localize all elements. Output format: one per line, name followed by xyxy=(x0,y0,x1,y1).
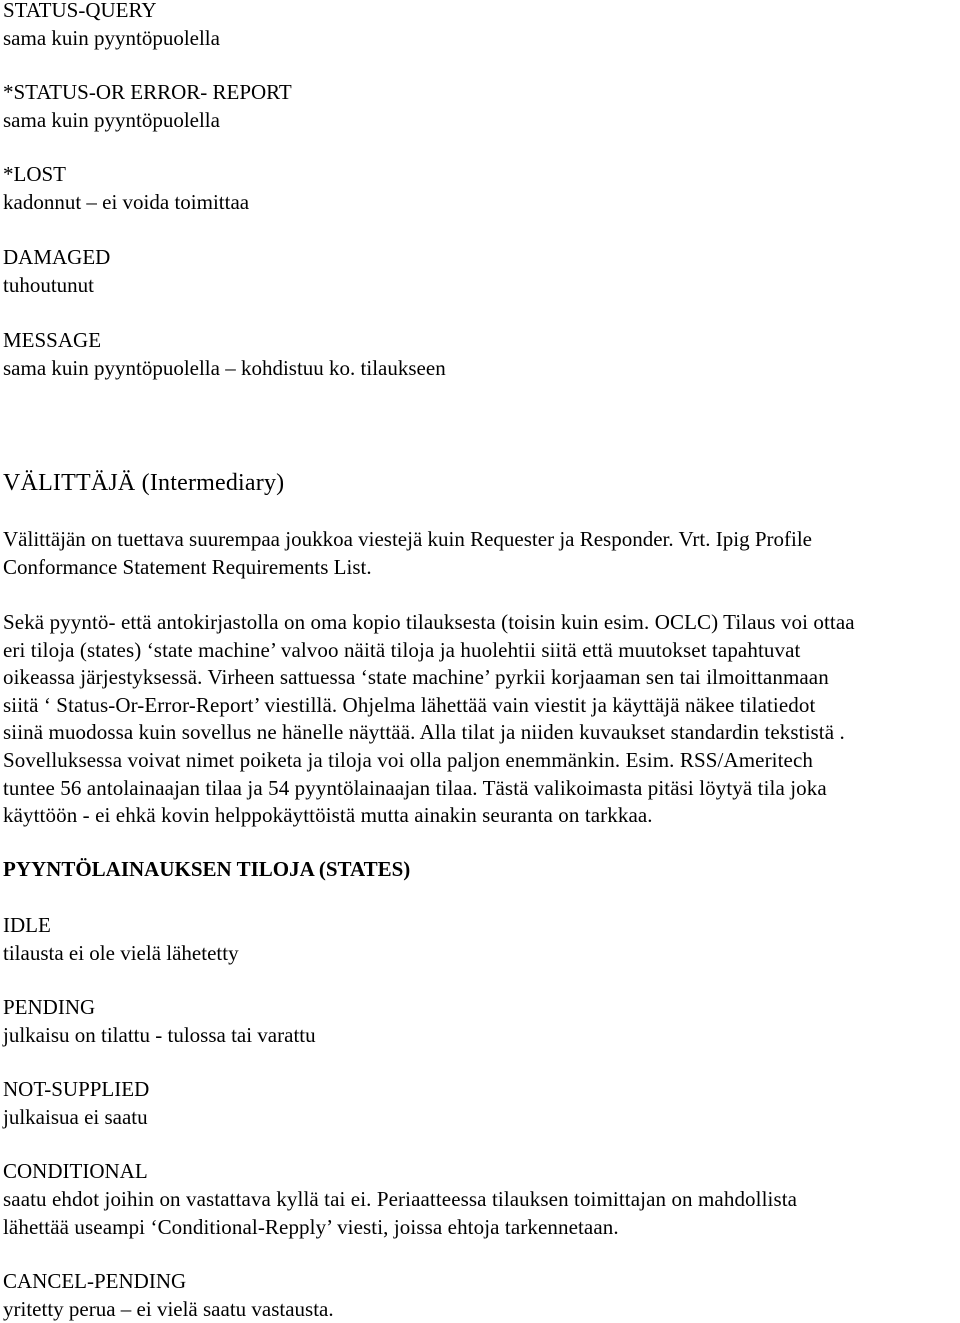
status-entry xyxy=(3,243,110,299)
intermediary-paragraph-2 xyxy=(3,609,855,830)
state-description: julkaisua ei saatu xyxy=(3,1105,148,1129)
status-description: sama kuin pyyntöpuolella xyxy=(3,108,220,132)
status-term: *STATUS-OR ERROR- REPORT xyxy=(3,80,292,104)
status-description: sama kuin pyyntöpuolella xyxy=(3,26,220,50)
paragraph-line: Sekä pyyntö- että antokirjastolla on oma kopio tilauksesta (toisin kuin esim. OCLC) Tilaus voi ottaa xyxy=(3,610,855,634)
status-entry xyxy=(3,78,292,134)
status-entry xyxy=(3,0,220,52)
paragraph-line: eri tiloja (states) ‘state machine’ valvoo näitä tiloja ja huolehtii siitä että muutokset tapahtuvat xyxy=(3,637,801,662)
paragraph-line: Sovelluksessa voivat nimet poiketa ja tiloja voi olla paljon enemmänkin. Esim. RSS/Ameritech xyxy=(3,747,813,772)
state-description: saatu ehdot joihin on vastattava kyllä tai ei. Periaatteessa tilauksen toimittajan on mahdollista xyxy=(3,1187,798,1211)
state-term: PENDING xyxy=(3,995,96,1019)
status-entry xyxy=(3,326,446,382)
state-term: CANCEL-PENDING xyxy=(3,1269,187,1293)
states-heading: PYYNTÖLAINAUKSEN TILOJA (STATES) xyxy=(3,857,411,881)
status-description: sama kuin pyyntöpuolella – kohdistuu ko. tilaukseen xyxy=(3,356,446,380)
status-term: MESSAGE xyxy=(3,328,102,352)
paragraph-line: oikeassa järjestyksessä. Virheen sattuessa ‘state machine’ pyrkii korjaaman sen tai ilmoittanmaan xyxy=(3,665,829,690)
state-term: NOT-SUPPLIED xyxy=(3,1077,150,1101)
state-entry xyxy=(3,1075,149,1131)
status-entry xyxy=(3,160,249,216)
status-term: DAMAGED xyxy=(3,245,111,269)
paragraph-line: siinä muodossa kuin sovellus ne hänelle näyttää. Alla tilat ja niiden kuvaukset standardin tekstistä . xyxy=(3,720,845,745)
state-term: CONDITIONAL xyxy=(3,1159,148,1183)
status-description: tuhoutunut xyxy=(3,273,95,297)
state-term: IDLE xyxy=(3,913,51,937)
state-entry xyxy=(3,1267,334,1323)
status-term: *LOST xyxy=(3,162,66,186)
state-description: yritetty perua – ei vielä saatu vastausta. xyxy=(3,1297,334,1321)
paragraph-line: käyttöön - ei ehkä kovin helppokäyttöistä mutta ainakin seuranta on tarkkaa. xyxy=(3,803,653,828)
paragraph-line: Conformance Statement Requirements List. xyxy=(3,554,372,579)
state-description: lähettää useampi ‘Conditional-Repply’ viesti, joissa ehtoja tarkennetaan. xyxy=(3,1215,619,1239)
state-description: tilausta ei ole vielä lähetetty xyxy=(3,941,239,965)
state-description: julkaisu on tilattu - tulossa tai varattu xyxy=(3,1023,316,1047)
state-entry xyxy=(3,1157,797,1241)
intermediary-heading: VÄLITTÄJÄ (Intermediary) xyxy=(3,470,285,496)
status-description: kadonnut – ei voida toimittaa xyxy=(3,190,250,214)
paragraph-line: siitä ‘ Status-Or-Error-Report’ viestillä. Ohjelma lähettää vain viestit ja käyttäjä näkee tilatiedot xyxy=(3,692,816,717)
intermediary-paragraph-1 xyxy=(3,526,812,581)
paragraph-line: Välittäjän on tuettava suurempaa joukkoa viestejä kuin Requester ja Responder. Vrt. Ipig Profile xyxy=(3,527,812,551)
state-entry xyxy=(3,911,239,967)
status-term: STATUS-QUERY xyxy=(3,0,157,22)
paragraph-line: tuntee 56 antolainaajan tilaa ja 54 pyyntölainaajan tilaa. Tästä valikoimasta pitäsi löytyä tila joka xyxy=(3,775,827,800)
state-entry xyxy=(3,993,316,1049)
